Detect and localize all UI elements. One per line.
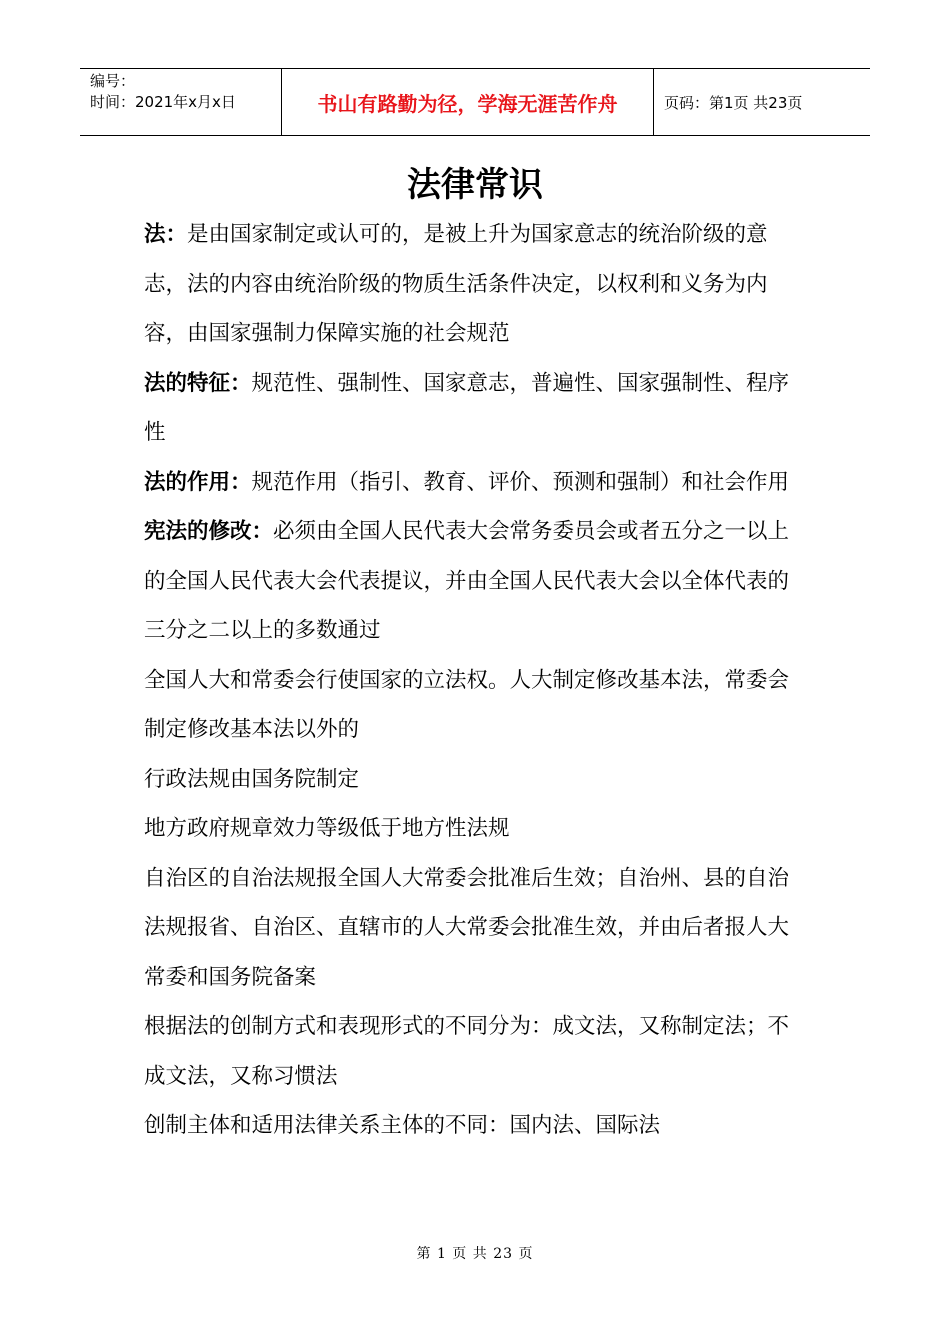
paragraph-term: 法的作用： (144, 469, 252, 495)
page-footer: 第 1 页 共 23 页 (416, 1246, 534, 1262)
paragraph-text: 创制主体和适用法律关系主体的不同：国内法、国际法 (144, 1113, 661, 1138)
document-body (144, 210, 810, 1151)
paragraph-text: 必须由全国人民代表大会常务委员会或者五分之一以上的全国人民代表大会代表提议，并由全国人民代表大会以全体代表的三分之二以上的多数通过 (144, 519, 790, 643)
paragraph-domestic-international-law (144, 1101, 810, 1151)
header-page-info: 页码：第1页 共23页 (664, 93, 803, 112)
header-motto: 书山有路勤为径，学海无涯苦作舟 (282, 69, 654, 135)
paragraph-text: 地方政府规章效力等级低于地方性法规 (144, 816, 510, 841)
header-meta-cell (80, 69, 282, 135)
paragraph-text: 行政法规由国务院制定 (144, 766, 360, 792)
paragraph-text: 规范作用（指引、教育、评价、预测和强制）和社会作用 (251, 469, 790, 495)
paragraph-legislative-power (144, 656, 810, 755)
document-title: 法律常识 (407, 165, 543, 205)
paragraph-term: 宪法的修改： (144, 519, 274, 544)
paragraph-written-unwritten-law (144, 1002, 810, 1101)
paragraph-law-features (144, 359, 810, 458)
date-label: 时间：2021年x月x日 (90, 93, 236, 111)
paragraph-local-rules (144, 804, 810, 854)
document-header (80, 68, 870, 136)
paragraph-text: 是由国家制定或认可的，是被上升为国家意志的统治阶级的意志，法的内容由统治阶级的物质生活条件决定，以权利和义务为内容，由国家强制力保障实施的社会规范 (144, 222, 768, 346)
paragraph-law-definition (144, 210, 810, 359)
paragraph-constitution-amendment (144, 507, 810, 656)
paragraph-law-functions (144, 458, 810, 508)
paragraph-text: 规范性、强制性、国家意志，普遍性、国家强制性、程序性 (144, 370, 790, 445)
paragraph-term: 法的特征： (144, 370, 252, 396)
paragraph-autonomous-regulations (144, 854, 810, 1003)
serial-number-label: 编号： (90, 72, 136, 90)
paragraph-text: 根据法的创制方式和表现形式的不同分为：成文法，又称制定法；不成文法，又称习惯法 (144, 1014, 790, 1089)
paragraph-text: 自治区的自治法规报全国人大常委会批准后生效；自治州、县的自治法规报省、自治区、直辖市的人大常委会批准生效，并由后者报人大常委和国务院备案 (144, 865, 790, 990)
paragraph-text: 全国人大和常委会行使国家的立法权。人大制定修改基本法，常委会制定修改基本法以外的 (144, 667, 790, 742)
paragraph-administrative-regulations (144, 755, 810, 805)
paragraph-term: 法： (144, 222, 188, 247)
